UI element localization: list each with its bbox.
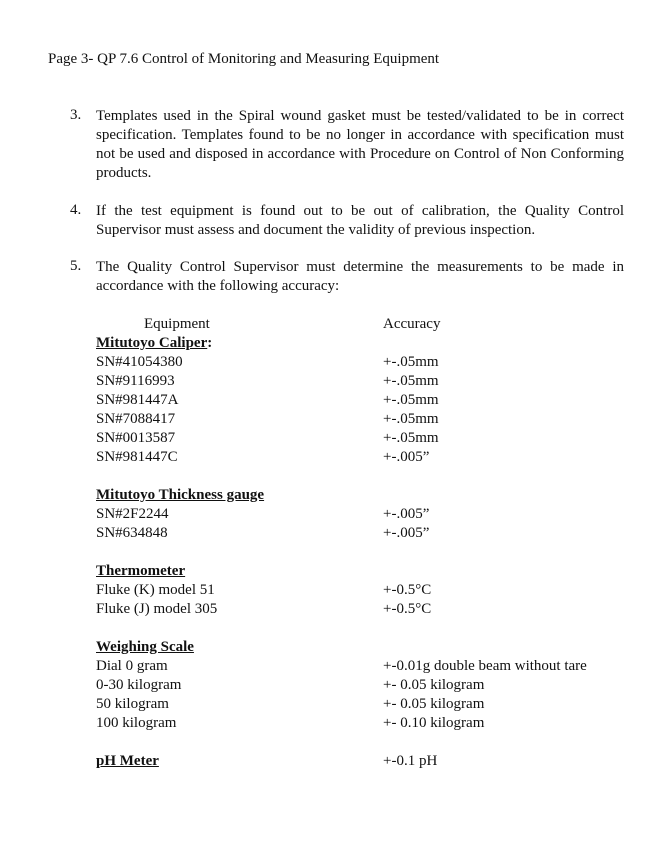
equipment-cell: 0-30 kilogram [96, 677, 182, 693]
accuracy-cell: +-0.01g double beam without tare [383, 658, 587, 674]
group-heading-row [96, 486, 636, 505]
accuracy-cell: +-0.1 pH [383, 753, 438, 769]
table-row [96, 429, 636, 448]
list-item [70, 258, 624, 296]
equipment-cell: SN#981447A [96, 392, 179, 408]
accuracy-cell: +-.05mm [383, 392, 439, 408]
item-number: 5. [70, 258, 82, 274]
equipment-cell: SN#9116993 [96, 373, 175, 389]
equipment-cell: SN#7088417 [96, 411, 176, 427]
accuracy-cell: +- 0.05 kilogram [383, 696, 485, 712]
table-row [96, 505, 636, 524]
accuracy-table [96, 315, 636, 771]
group-heading-suffix: : [207, 335, 213, 351]
accuracy-cell: +-0.5°C [383, 582, 432, 598]
item-number: 3. [70, 107, 82, 123]
group-heading: Mitutoyo Thickness gauge [96, 487, 265, 503]
equipment-cell: Fluke (K) model 51 [96, 582, 215, 598]
equipment-cell: SN#0013587 [96, 430, 176, 446]
list-item [70, 202, 624, 240]
table-header-row [96, 315, 636, 334]
table-row [96, 353, 636, 372]
item-number: 4. [70, 202, 82, 218]
group-heading-row [96, 562, 636, 581]
equipment-cell: SN#41054380 [96, 354, 183, 370]
table-row [96, 657, 636, 676]
accuracy-cell: +-.005” [383, 506, 430, 522]
group-heading-row [96, 752, 636, 771]
table-row [96, 410, 636, 429]
group-heading: Thermometer [96, 563, 186, 579]
equipment-cell: 50 kilogram [96, 696, 169, 712]
table-row [96, 695, 636, 714]
accuracy-cell: +-.005” [383, 525, 430, 541]
group-heading: pH Meter [96, 753, 159, 769]
list-item [70, 107, 624, 183]
table-row [96, 391, 636, 410]
group-heading: Mitutoyo Caliper [96, 335, 208, 351]
group-heading: Weighing Scale [96, 639, 194, 655]
equipment-cell: SN#981447C [96, 449, 178, 465]
equipment-column-header: Equipment [144, 316, 210, 332]
accuracy-cell: +-.05mm [383, 373, 439, 389]
table-row [96, 676, 636, 695]
accuracy-cell: +- 0.10 kilogram [383, 715, 485, 731]
table-row [96, 372, 636, 391]
equipment-cell: SN#2F2244 [96, 506, 169, 522]
accuracy-cell: +-0.5°C [383, 601, 432, 617]
group-heading-row [96, 334, 636, 353]
table-row [96, 524, 636, 543]
accuracy-cell: +-.005” [383, 449, 430, 465]
item-text: Templates used in the Spiral wound gasket must be tested/validated to be in correct specification. Templates found to be no longer in accordance with specification must not be used and disposed in accordance with Procedure on Control of Non Conforming products. [96, 108, 624, 181]
item-text: The Quality Control Supervisor must determine the measurements to be made in accordance with the following accuracy: [96, 259, 624, 294]
table-row [96, 581, 636, 600]
group-heading-row [96, 638, 636, 657]
item-text: If the test equipment is found out to be out of calibration, the Quality Control Supervisor must assess and document the validity of previous inspection. [96, 203, 624, 238]
equipment-cell: Fluke (J) model 305 [96, 601, 218, 617]
accuracy-cell: +- 0.05 kilogram [383, 677, 485, 693]
accuracy-cell: +-.05mm [383, 411, 439, 427]
table-row [96, 448, 636, 467]
equipment-cell: SN#634848 [96, 525, 168, 541]
equipment-cell: Dial 0 gram [96, 658, 168, 674]
table-row [96, 714, 636, 733]
accuracy-cell: +-.05mm [383, 354, 439, 370]
accuracy-column-header: Accuracy [383, 316, 441, 332]
equipment-cell: 100 kilogram [96, 715, 177, 731]
accuracy-cell: +-.05mm [383, 430, 439, 446]
table-row [96, 600, 636, 619]
page-header: Page 3- QP 7.6 Control of Monitoring and Measuring Equipment [48, 51, 440, 67]
